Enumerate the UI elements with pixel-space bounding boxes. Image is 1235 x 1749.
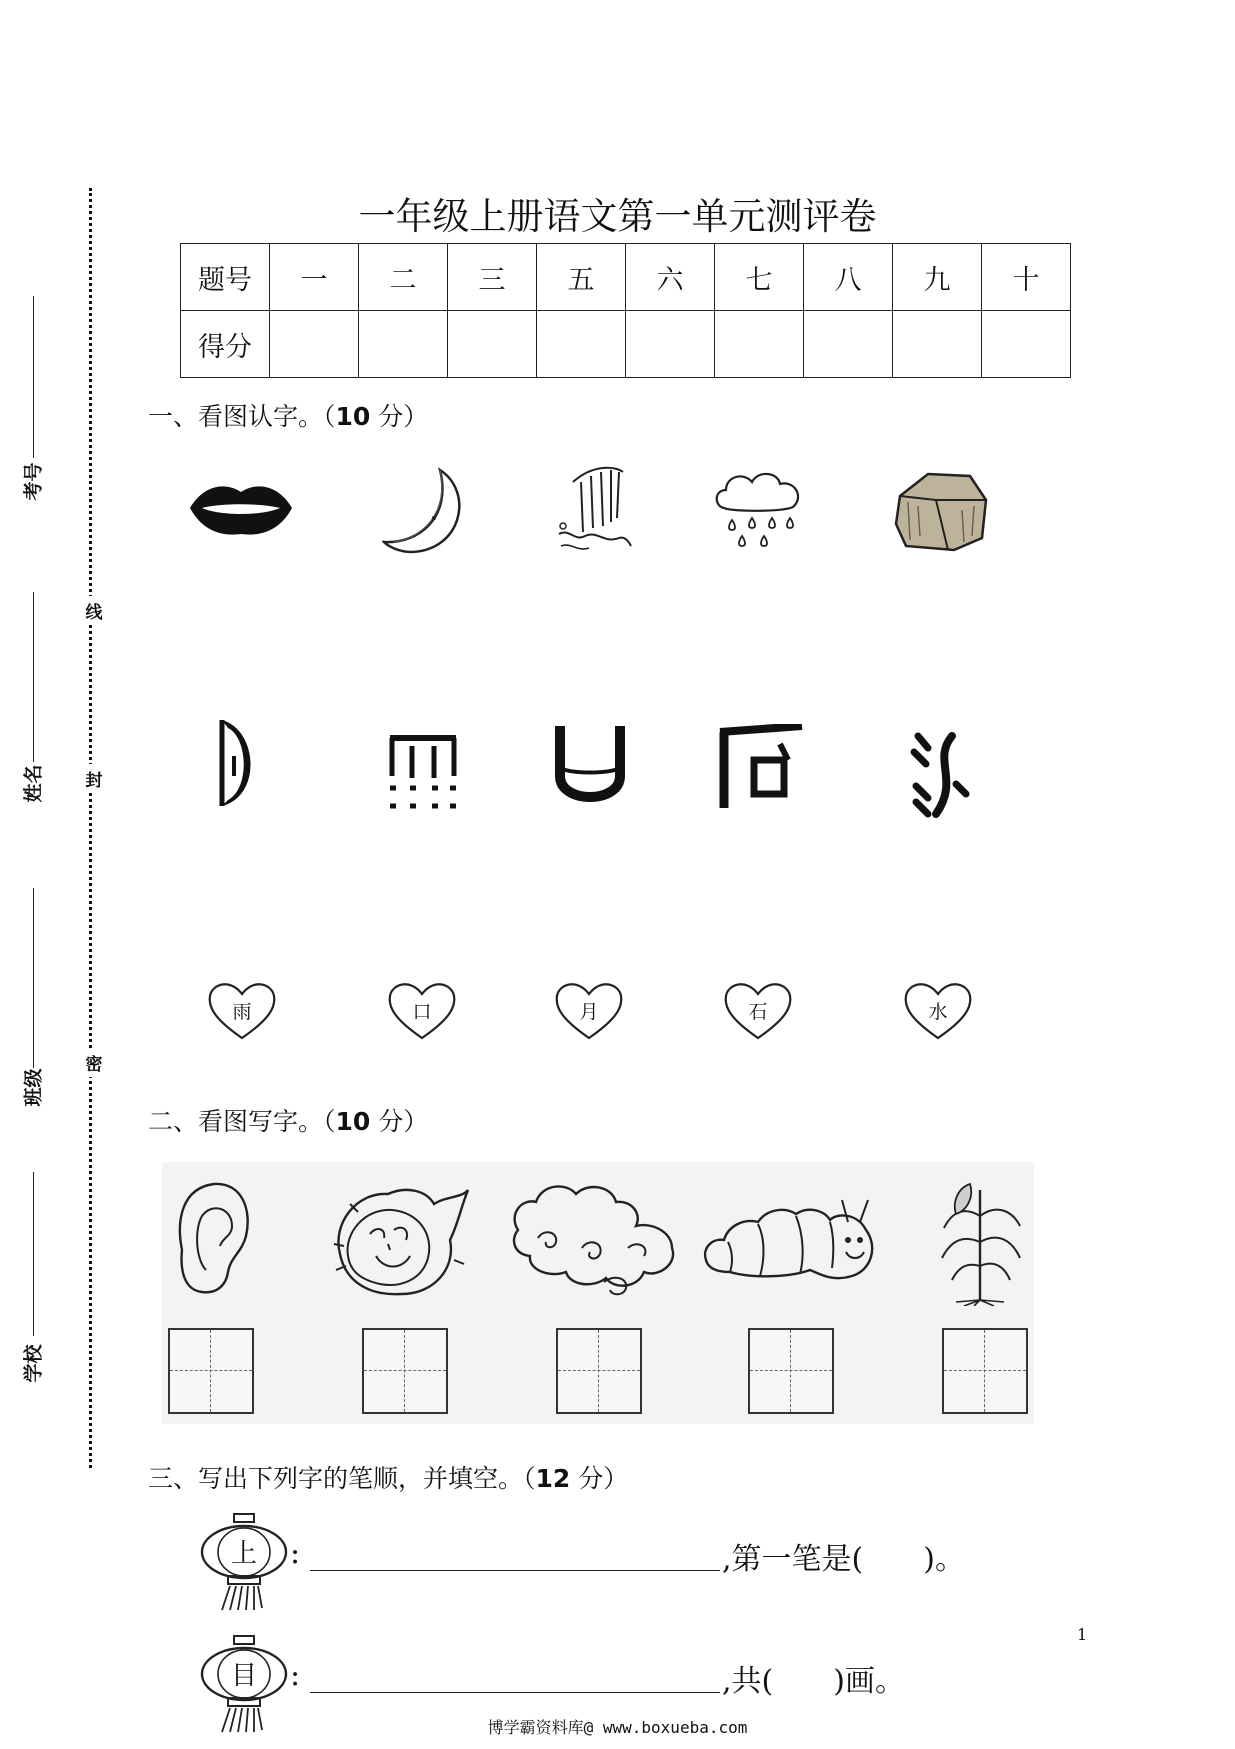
cloud-picture [508, 1178, 680, 1300]
lantern-icon [198, 1512, 290, 1612]
score-cell[interactable] [982, 311, 1071, 378]
grain-picture [934, 1176, 1026, 1306]
score-cell[interactable] [270, 311, 359, 378]
fire-picture [330, 1184, 470, 1298]
writing-grid-4[interactable] [748, 1328, 834, 1414]
water-picture [553, 462, 633, 556]
moon-picture [382, 466, 468, 556]
question-no-label: 题号 [181, 244, 270, 311]
mouth-picture [186, 480, 296, 536]
writing-grid-5[interactable] [942, 1328, 1028, 1414]
page-title: 一年级上册语文第一单元测评卷 [358, 195, 877, 238]
caterpillar-picture [700, 1196, 880, 1288]
school-label: 学校 [22, 1344, 45, 1383]
page-number: 1 [1077, 1625, 1088, 1644]
score-cell[interactable] [804, 311, 893, 378]
footer-watermark-text: 博学霸资料库@ www.boxueba.com [487, 1718, 748, 1737]
name-line [33, 592, 34, 762]
class-label: 班级 [22, 1068, 45, 1107]
column-8: 八 [804, 244, 893, 311]
school-line [33, 1172, 34, 1336]
class-line [33, 888, 34, 1068]
heart-card-mouth[interactable] [386, 980, 458, 1042]
heart-card-moon[interactable] [553, 980, 625, 1042]
column-2: 二 [359, 244, 448, 311]
heart-char: 口 [412, 1001, 432, 1023]
stroke-order-blank[interactable] [310, 1570, 720, 1571]
seal-secret-char: 密 [84, 1048, 104, 1077]
column-10: 十 [982, 244, 1071, 311]
rain-picture [712, 468, 804, 554]
stroke-order-blank[interactable] [310, 1692, 720, 1693]
score-cell[interactable] [626, 311, 715, 378]
ancient-rain-glyph [386, 732, 460, 812]
seal-line-char: 线 [84, 596, 104, 625]
colon: : [290, 1658, 301, 1693]
name-label: 姓名 [22, 764, 45, 803]
section-2-title: 二、看图写字。（10 分） [148, 1107, 429, 1136]
score-table-head-row [181, 244, 1071, 311]
lantern-char: 上 [230, 1539, 257, 1569]
score-cell[interactable] [715, 311, 804, 378]
score-label: 得分 [181, 311, 270, 378]
column-9: 九 [893, 244, 982, 311]
stone-picture [892, 466, 990, 556]
exam-no-line [33, 296, 34, 458]
exam-no-label: 考号 [22, 462, 45, 501]
score-table-score-row [181, 311, 1071, 378]
seal-seal-char: 封 [84, 764, 104, 793]
score-cell[interactable] [893, 311, 982, 378]
heart-char: 雨 [232, 1001, 252, 1023]
first-stroke-prompt: ,第一笔是( )。 [722, 1542, 965, 1577]
section-3-title: 三、写出下列字的笔顺，并填空。（12 分） [148, 1464, 629, 1493]
writing-grid-1[interactable] [168, 1328, 254, 1414]
heart-card-stone[interactable] [722, 980, 794, 1042]
writing-grid-3[interactable] [556, 1328, 642, 1414]
column-7: 七 [715, 244, 804, 311]
colon: : [290, 1536, 301, 1571]
score-cell[interactable] [537, 311, 626, 378]
heart-char: 水 [928, 1001, 948, 1023]
column-6: 六 [626, 244, 715, 311]
score-cell[interactable] [359, 311, 448, 378]
column-1: 一 [270, 244, 359, 311]
column-5: 五 [537, 244, 626, 311]
column-3: 三 [448, 244, 537, 311]
writing-grid-2[interactable] [362, 1328, 448, 1414]
heart-char: 石 [748, 1001, 768, 1023]
stroke-count-prompt: ,共( )画。 [722, 1664, 905, 1699]
ear-picture [172, 1180, 252, 1298]
ancient-water-glyph [908, 730, 970, 818]
score-cell[interactable] [448, 311, 537, 378]
stroke-order-row-1 [198, 1512, 1098, 1622]
score-table [180, 243, 1071, 378]
ancient-mouth-glyph [552, 722, 628, 808]
ancient-stone-glyph [714, 724, 804, 814]
heart-card-rain[interactable] [206, 980, 278, 1042]
binding-dotted-line [89, 188, 92, 1468]
lantern-char: 目 [230, 1661, 257, 1691]
ancient-moon-glyph [218, 716, 258, 810]
heart-card-water[interactable] [902, 980, 974, 1042]
heart-char: 月 [579, 1001, 599, 1023]
section-1-title: 一、看图认字。（10 分） [148, 402, 429, 431]
